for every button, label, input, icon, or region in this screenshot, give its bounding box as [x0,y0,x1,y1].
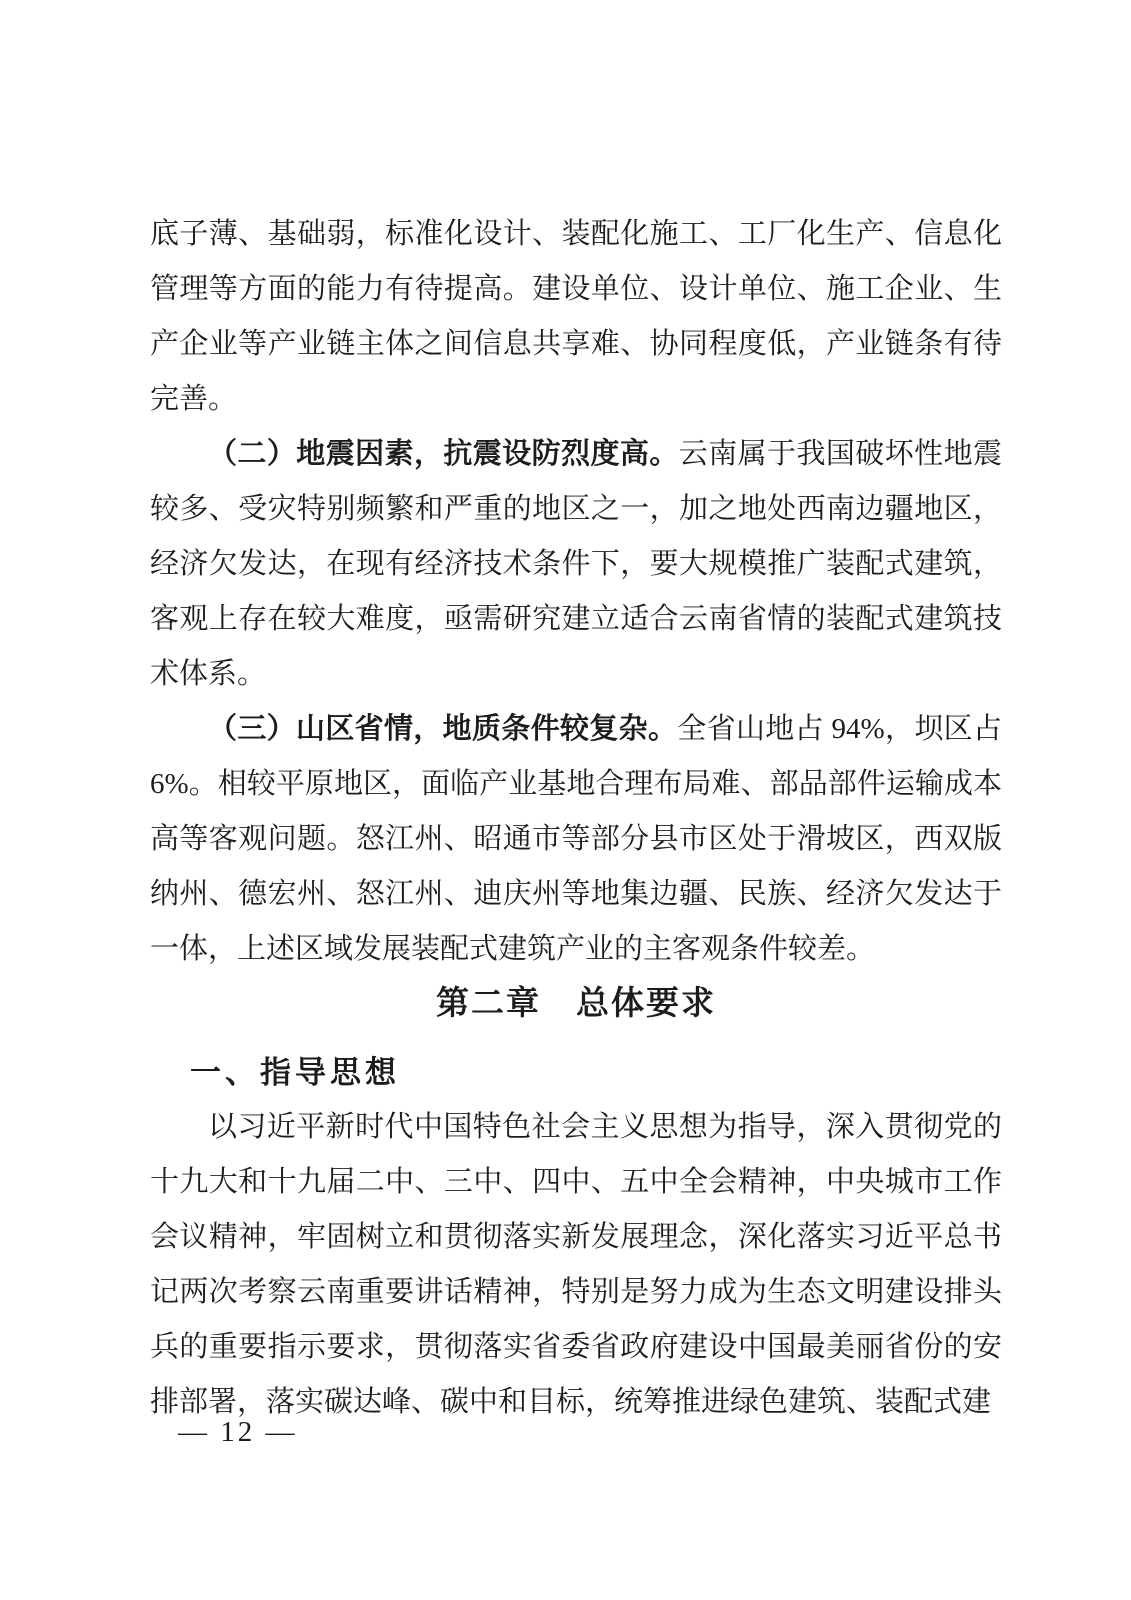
paragraph-continuation: 底子薄、基础弱，标准化设计、装配化施工、工厂化生产、信息化管理等方面的能力有待提高。建设单位、设计单位、施工企业、生产企业等产业链主体之间信息共享难、协同程度低，产业链条有待完善。 [150,218,1002,415]
item-2-body: 云南属于我国破坏性地震较多、受灾特别频繁和严重的地区之一，加之地处西南边疆地区，经济欠发达，在现有经济技术条件下，要大规模推广装配式建筑，客观上存在较大难度，亟需研究建立适合云南省情的装配式建筑技术体系。 [150,438,1002,690]
page-content [150,207,1002,1430]
paragraph-guiding-thought: 以习近平新时代中国特色社会主义思想为指导，深入贯彻党的十九大和十九届二中、三中、四中、五中全会精神，中央城市工作会议精神，牢固树立和贯彻落实新发展理念，深化落实习近平总书记两次考察云南重要讲话精神，特别是努力成为生态文明建设排头兵的重要指示要求，贯彻落实省委省政府建设中国最美丽省份的安排部署，落实碳达峰、碳中和目标，统筹推进绿色建筑、装配式建 [150,1111,1002,1418]
section-heading: 一、指导思想 [190,1055,400,1090]
page-number: — 12 — [178,1416,298,1448]
item-2-lead: （二）地震因素，抗震设防烈度高。 [208,438,679,470]
paragraph-item-2 [150,427,1002,702]
chapter-heading: 第二章 总体要求 [436,986,716,1022]
item-3-lead: （三）山区省情，地质条件较复杂。 [208,713,678,745]
item-3-body: 全省山地占 94%，坝区占 6%。相较平原地区，面临产业基地合理布局难、部品部件运输成本高等客观问题。怒江州、昭通市等部分县市区处于滑坡区，西双版纳州、德宏州、怒江州、迪庆州等地集边疆、民族、经济欠发达于一体，上述区域发展装配式建筑产业的主客观条件较差。 [150,713,1002,965]
paragraph-item-3 [150,702,1002,977]
